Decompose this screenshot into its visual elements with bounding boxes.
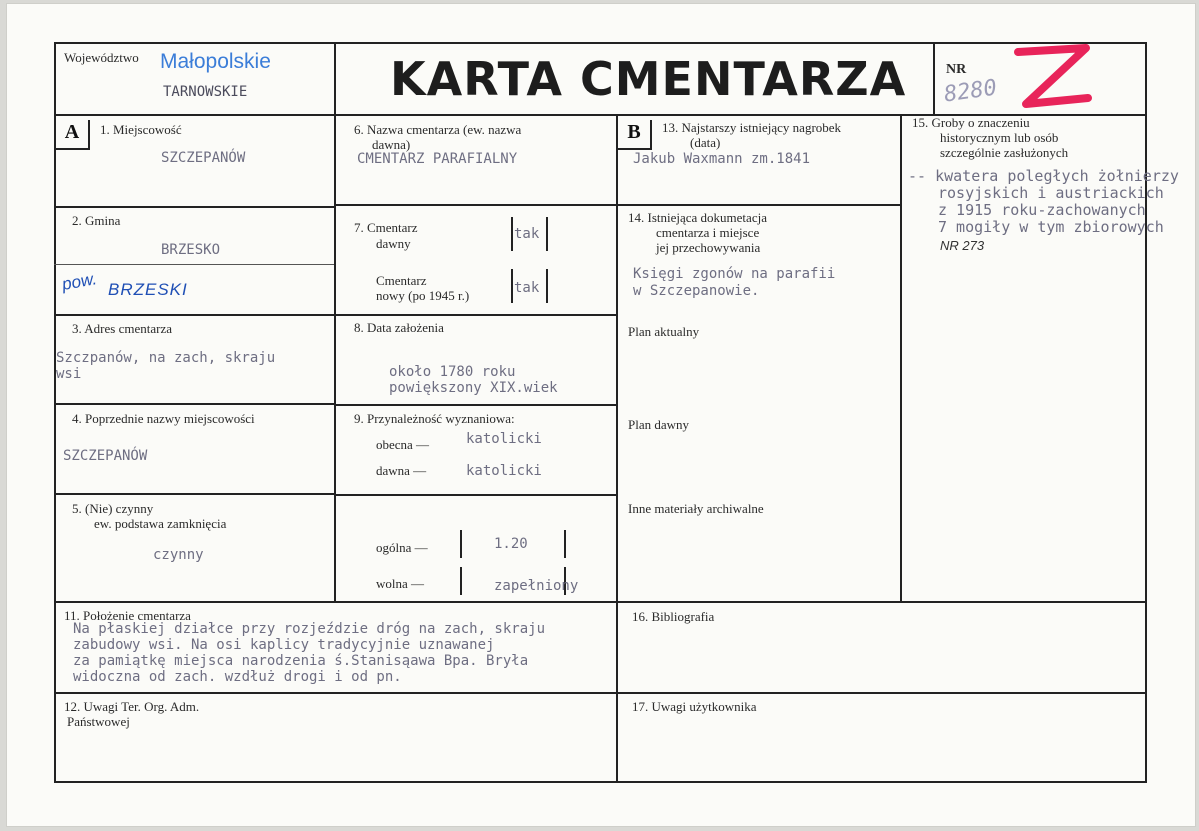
field-15-line-3: z 1915 roku-zachowanych [938, 201, 1146, 219]
field-10-free-value: zapełniony [494, 578, 579, 594]
field-7-new-value: tak [514, 280, 540, 296]
field-3-value-1: Szczpanów, na zach, skraju [56, 350, 276, 366]
field-12-label-2: Państwowej [67, 714, 130, 729]
field-6-label-2: dawna) [372, 137, 411, 152]
frame-bottom [54, 781, 1147, 783]
field-13-value: Jakub Waxmann zm.1841 [633, 151, 811, 167]
field-9-current-value: katolicki [466, 431, 542, 447]
field-9-old-value: katolicki [466, 463, 542, 479]
field-7-new-label-1: Cmentarz [376, 273, 427, 288]
col-div-b [616, 114, 618, 781]
field-2-pow: pow. [60, 269, 99, 294]
field-2-value: BRZESKO [161, 242, 221, 258]
field-14-value-1: Księgi zgonów na parafii [633, 266, 836, 282]
row-line [54, 206, 334, 208]
row-line [334, 404, 616, 406]
frame-top [54, 42, 1147, 44]
field-7-old-value: tak [514, 226, 540, 242]
field-7-old-label-2: dawny [376, 236, 411, 251]
field-4-label: 4. Poprzednie nazwy miejscowości [72, 411, 255, 426]
field-8-label: 8. Data założenia [354, 320, 444, 335]
col-div-a [334, 114, 336, 602]
field-15-line-4: 7 mogiły w tym zbiorowych [938, 218, 1164, 236]
nr-value: 8280 [942, 75, 999, 108]
row-line [54, 264, 334, 265]
row-line [334, 494, 616, 496]
row-line [54, 403, 334, 405]
other-materials-label: Inne materiały archiwalne [628, 501, 764, 516]
field-10-total-value: 1.20 [494, 536, 528, 552]
field-7-old-label-1: 7. Cmentarz [354, 220, 418, 235]
field-4-value: SZCZEPANÓW [63, 448, 148, 464]
field-17-label: 17. Uwagi użytkownika [632, 699, 757, 714]
field-13-label-1: 13. Najstarszy istniejący nagrobek [662, 120, 842, 135]
field-14-label-1: 14. Istniejąca dokumetacja [628, 210, 767, 225]
field-16-label: 16. Bibliografia [632, 609, 715, 624]
field-14-label-2: cmentarza i miejsce [656, 225, 760, 240]
field-9-old-label: dawna — [376, 463, 427, 478]
field-6-label-1: 6. Nazwa cmentarza (ew. nazwa [354, 122, 522, 137]
section-a-badge: A [56, 120, 90, 150]
field-10-free-label: wolna — [376, 576, 425, 591]
field-15-label-2: historycznym lub osób [940, 130, 1059, 145]
field-3-label: 3. Adres cmentarza [72, 321, 172, 336]
field-11-line-1: Na płaskiej działce przy rozjeździe dróg na zach, skraju [73, 621, 546, 637]
field-11-line-3: za pamiątkę miejsca narodzenia ś.Stanisąawa Bpa. Bryła [73, 653, 529, 669]
field-2-pow-value: BRZESKI [108, 280, 188, 299]
field-15-label-3: szczególnie zasłużonych [940, 145, 1069, 160]
field-14-label-3: jej przechowywania [656, 240, 761, 255]
row-line [54, 601, 1147, 603]
field-11-line-4: widoczna od zach. wzdłuż drogi i od pn. [73, 669, 402, 685]
field-5-value: czynny [153, 547, 204, 563]
field-5-label-1: 5. (Nie) czynny [72, 501, 154, 516]
row-line [616, 204, 900, 206]
field-9-label: 9. Przynależność wyznaniowa: [354, 411, 515, 426]
red-z-mark [1012, 44, 1092, 112]
row-line [54, 692, 1147, 694]
voivodeship-stamp: Małopolskie [160, 50, 271, 73]
field-14-value-2: w Szczepanowie. [633, 283, 760, 299]
plan-old-label: Plan dawny [628, 417, 690, 432]
field-7-new-label-2: nowy (po 1945 r.) [376, 288, 470, 303]
page-title: KARTA CMENTARZA [390, 52, 907, 106]
row-line [54, 314, 334, 316]
field-15-hand-note: NR 273 [940, 238, 985, 253]
field-5-label-2: ew. podstawa zamknięcia [94, 516, 227, 531]
field-15-line-1: -- kwatera poległych żołnierzy [908, 167, 1179, 185]
section-b-badge: B [618, 120, 652, 150]
frame-left [54, 42, 56, 783]
field-2-label: 2. Gmina [72, 213, 121, 228]
field-8-value-1: około 1780 roku [389, 364, 516, 380]
field-6-value: CMENTARZ PARAFIALNY [357, 151, 518, 167]
field-15-label-1: 15. Groby o znaczeniu [912, 115, 1030, 130]
header-col-2 [933, 42, 935, 114]
field-13-label-2: (data) [690, 135, 721, 150]
field-11-label: 11. Położenie cmentarza [64, 608, 191, 623]
row-line [334, 314, 616, 316]
field-8-value-2: powiększony XIX.wiek [389, 380, 558, 396]
field-3-value-2: wsi [56, 366, 82, 382]
field-12-label-1: 12. Uwagi Ter. Org. Adm. [64, 699, 200, 714]
field-11-line-2: zabudowy wsi. Na osi kaplicy tradycyjnie uznawanej [73, 637, 495, 653]
row-line [54, 493, 334, 495]
field-15-line-2: rosyjskich i austriackich [938, 184, 1164, 202]
field-1-value: SZCZEPANÓW [161, 150, 246, 166]
voivodeship-old: TARNOWSKIE [163, 84, 248, 100]
field-10-total-label: ogólna — [376, 540, 428, 555]
row-line [334, 204, 616, 206]
voivodeship-label: Województwo [64, 50, 139, 65]
frame-right [1145, 42, 1147, 783]
plan-current-label: Plan aktualny [628, 324, 700, 339]
header-col-1 [334, 42, 336, 114]
col-div-c [900, 114, 902, 602]
field-1-label: 1. Miejscowość [100, 122, 182, 137]
field-9-current-label: obecna — [376, 437, 430, 452]
nr-label: NR [946, 62, 967, 77]
